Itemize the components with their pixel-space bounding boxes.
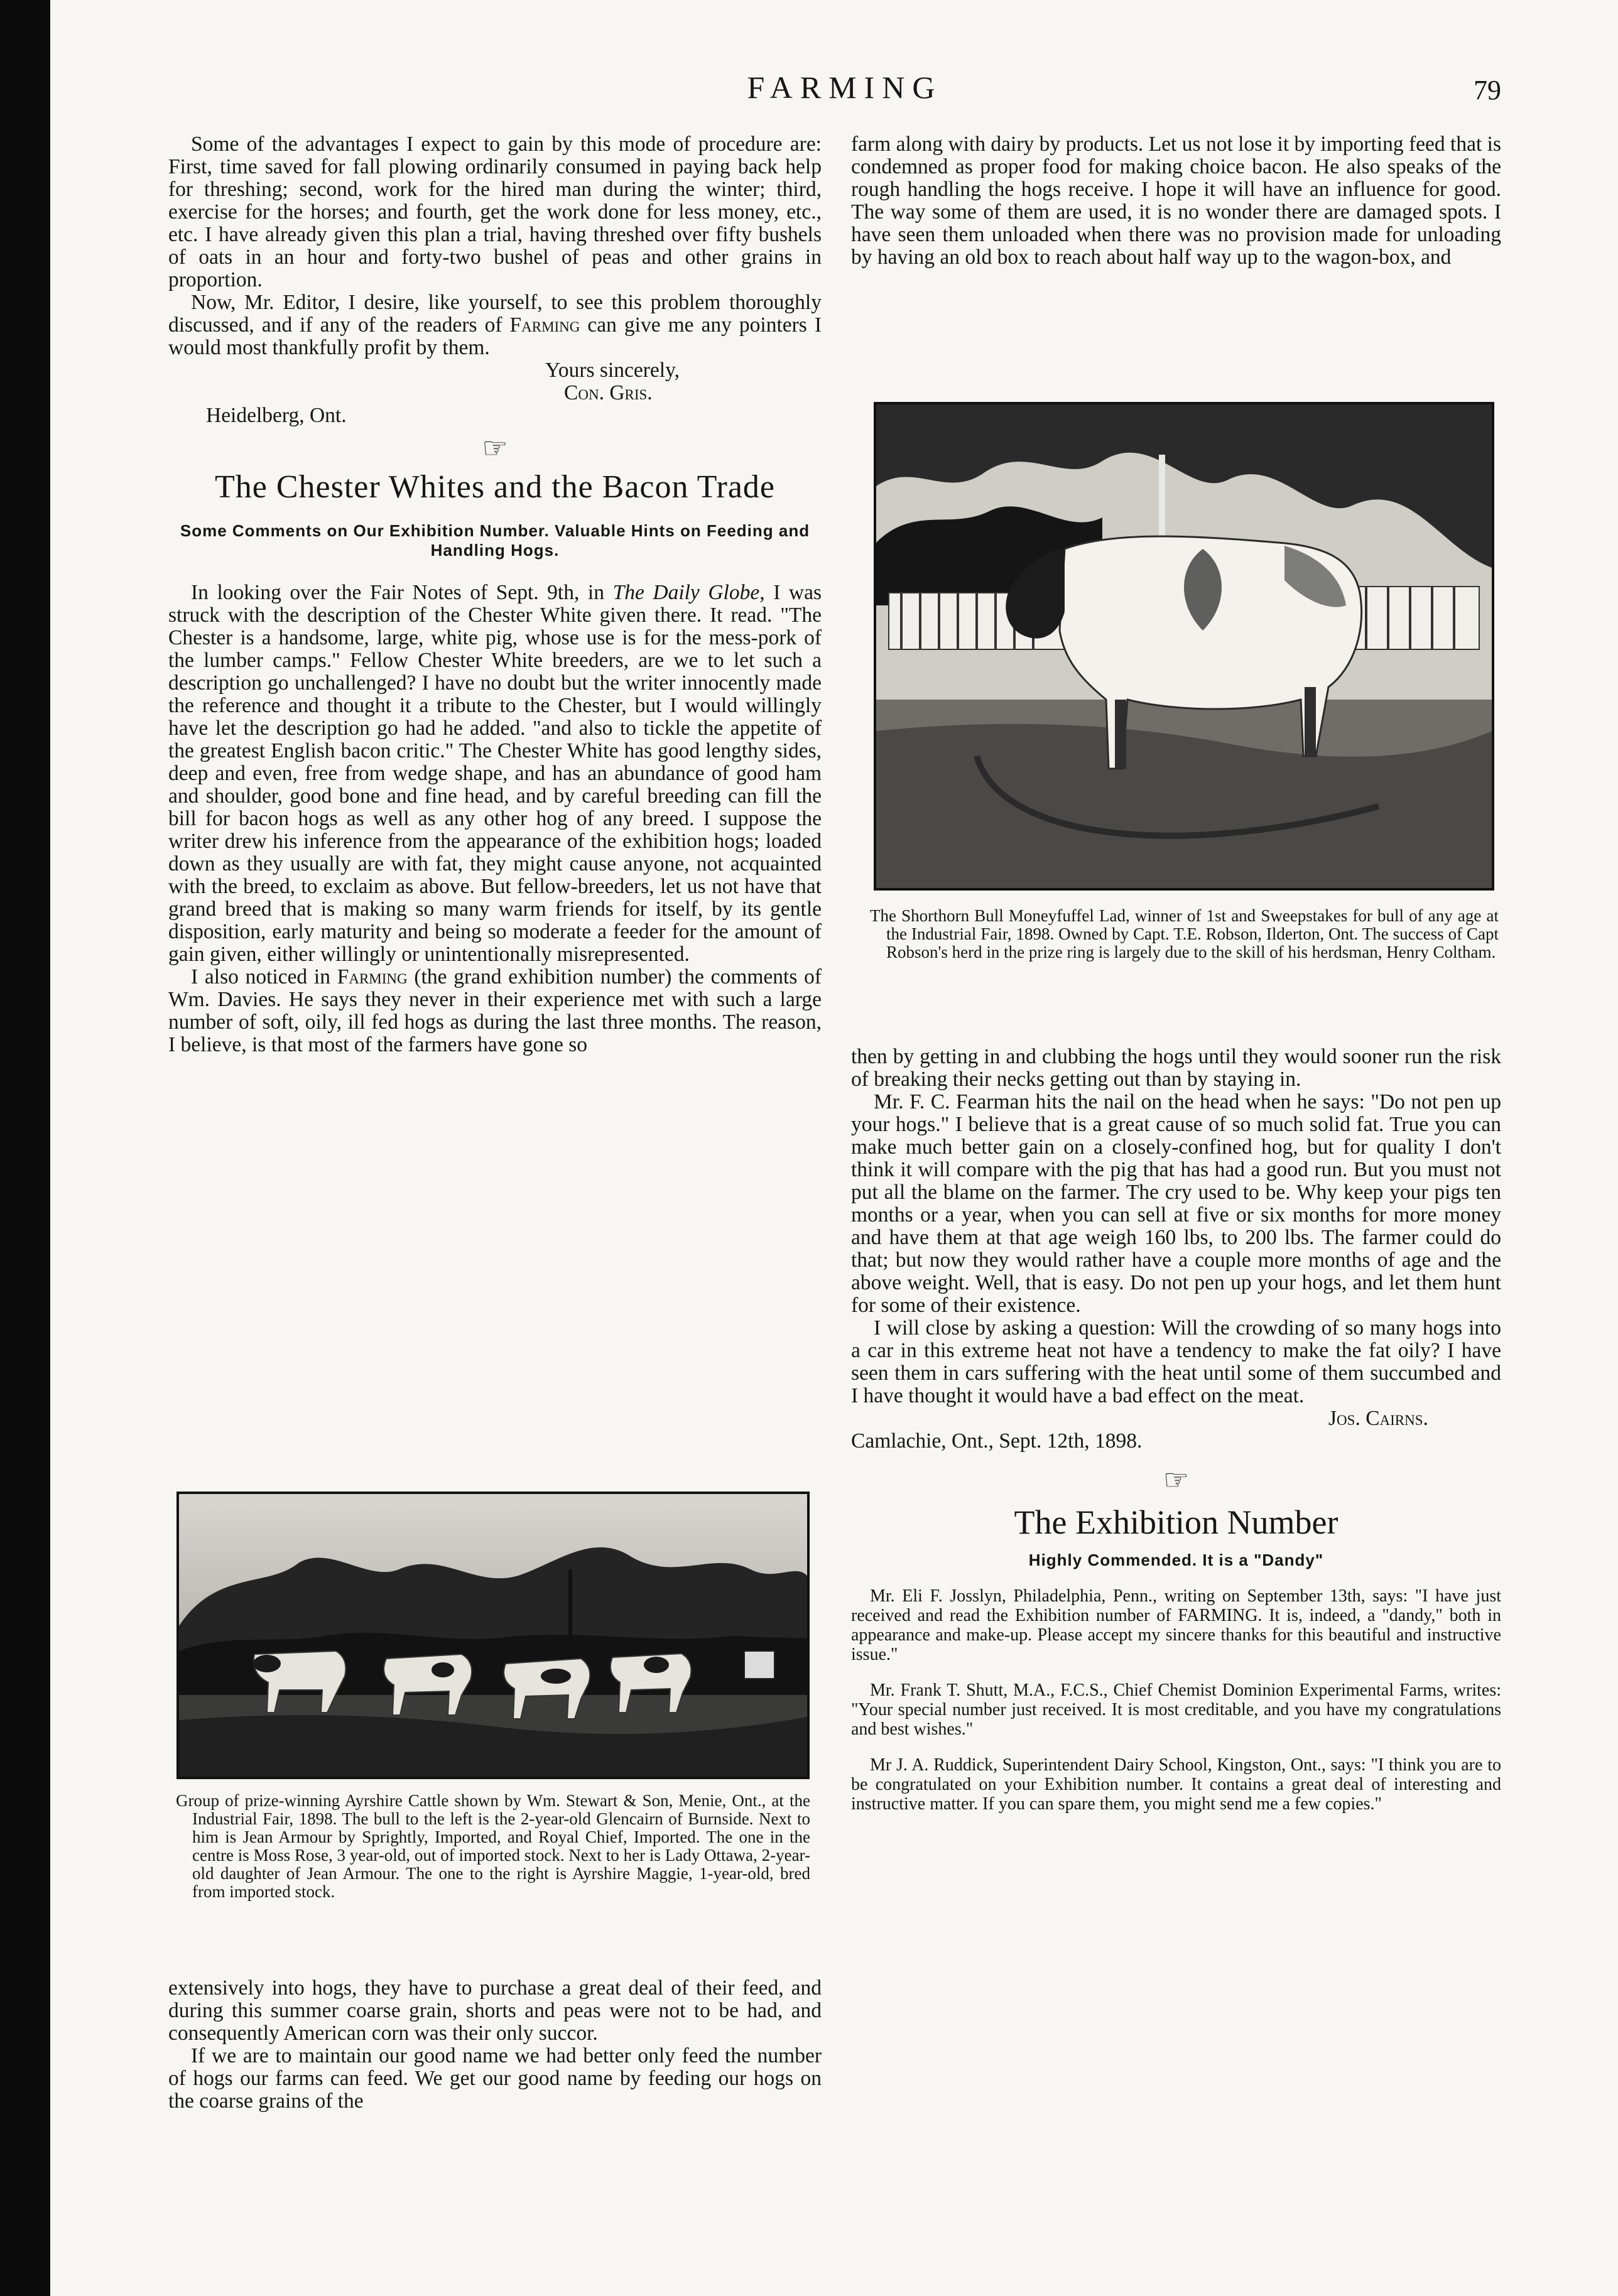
pointing-hand-icon: ☞ [482,432,508,464]
text-run: Now, Mr. Editor, I desire, like yourself, to see this problem thoroughly discussed, and if any of the readers of [168,291,822,337]
paragraph: If we are to maintain our good name we had better only feed the number of hogs our farms can feed. We get our good name by feeding our hogs on the coarse grains of the [168,2044,822,2113]
cattle-figure [176,1492,810,1901]
shorthorn-bull-photo [874,402,1494,891]
paragraph: extensively into hogs, they have to purchase a great deal of their feed, and during this summer coarse grain, shorts and peas were not to be had, and consequently American corn was their only succor. [168,1976,822,2045]
journal-name: Farming [337,965,408,988]
testimonial-letter [851,1755,1501,1814]
article-title: The Chester Whites and the Bacon Trade [215,469,775,505]
testimonial-letter [851,1681,1501,1739]
place-date: Camlachie, Ont., Sept. 12th, 1898. [851,1429,1143,1453]
journal-title: FARMING [747,70,943,105]
paragraph: I will close by asking a question: Will the crowding of so many hogs into a car in this extreme heat not have a tendency to make the fat oily? I have seen them in cars suffering with the heat until some of them succumbed and I have thought it would have a bad effect on the meat. [851,1316,1501,1407]
pointing-hand-icon: ☞ [1163,1464,1190,1496]
testimonial-letter [851,1586,1501,1664]
page-number: 79 [1474,75,1501,106]
paragraph: Some of the advantages I expect to gain by this mode of procedure are: First, time saved for fall plowing ordinarily consumed in paying back help for threshing; second, work for the hired man during the winter; third, exercise for the horses; and fourth, get the work done for less money, etc., etc. I have already given this plan a trial, having threshed over fifty bushels of oats in an hour and forty-two bushel of peas and other grains in proportion. [168,133,822,291]
journal-name: Farming [509,313,580,337]
bull-figure [870,402,1498,961]
text-run: (the grand exhibition number) the comments of Wm. Davies. He says they never in their experience met with such a large number of soft, oily, ill fed hogs as during the last three months. The reason, I believe, is that most of the farmers have gone so [168,965,822,1056]
place: Heidelberg, Ont. [206,404,347,427]
signature: Con. Gris. [564,381,653,404]
letter-text: Mr. Frank T. Shutt, M.A., F.C.S., Chief Chemist Dominion Experimental Farms, writes: "Your special number just received. It is most creditable, and you have my congratulations and best wishes." [851,1681,1501,1739]
left-column-continued [168,1977,822,2113]
section-subtitle: Highly Commended. It is a "Dandy" [1028,1551,1324,1569]
right-column [851,133,1501,269]
newspaper-name: The Daily Globe [612,581,760,604]
page-binding-edge [0,0,50,2296]
paragraph: then by getting in and clubbing the hogs until they would sooner run the risk of breaking their necks getting out than by staying in. [851,1045,1501,1091]
bull-caption: The Shorthorn Bull Moneyfuffel Lad, winner of 1st and Sweepstakes for bull of any age at the Industrial Fair, 1898. Owned by Capt. T.E. Robson, Ilderton, Ont. The success of Capt Robson's herd in the prize ring is largely due to the skill of his herdsman, Henry Coltham. [870,906,1499,961]
cattle-caption: Group of prize-winning Ayrshire Cattle shown by Wm. Stewart & Son, Menie, Ont., at the Industrial Fair, 1898. The bull to the left is the 2-year-old Glencairn of Burnside. Next to him is Jean Armour by Sprightly, Imported, and Royal Chief, Imported. The one in the centre is Moss Rose, 3 year-old, out of imported stock. Next to her is Lady Ottawa, 2-year-old daughter of Jean Armour. The one to the right is Ayrshire Maggie, 1-year-old, bred from imported stock. [176,1791,810,1901]
paragraph: farm along with dairy by products. Let us not lose it by importing feed that is condemned as proper food for making choice bacon. He also speaks of the rough handling the hogs receive. I hope it will have an influence for good. The way some of them are used, it is no wonder there are damaged spots. I have seen them unloaded when there was no provision made for unloading by having an old box to reach about half way up to the wagon-box, and [851,133,1501,269]
left-column [168,133,822,1056]
paragraph [168,291,822,359]
paragraph [168,966,822,1056]
signature: Jos. Cairns. [1328,1407,1428,1430]
article-subtitle: Some Comments on Our Exhibition Number. Valuable Hints on Feeding and Handling Hogs. [180,521,810,560]
letter-text: Mr. Eli F. Josslyn, Philadelphia, Penn., writing on September 13th, says: "I have just received and read the Exhibition number of FARMING. It is, indeed, a "dandy," both in appearance and make-up. Please accept my sincere thanks for this beautiful and instructive issue." [851,1586,1501,1664]
text-run: can give me any pointers I would most thankfully profit by them. [168,313,822,359]
paragraph: Mr. F. C. Fearman hits the nail on the head when he says: "Do not pen up your hogs." I believe that is a great cause of so much solid fat. True you can make much better gain on a closely-confined hog, but for quality I don't think it will compare with the pig that has had a good run. But you must not put all the blame on the farmer. The cry used to be. Why keep your pigs ten months or a year, when you can sell at five or six months for more money and have them at that age weigh 160 lbs, to 200 lbs. The farmer could do that; but now they would rather have a couple more months of age and the above weight. Well, that is easy. Do not pen up your hogs, and let them hunt for some of their existence. [851,1090,1501,1317]
closing: Yours sincerely, [545,359,680,382]
running-header [188,69,1501,113]
ayrshire-cattle-photo [176,1492,810,1779]
right-column-continued [851,1046,1501,1814]
text-run: I also noticed in [191,965,337,988]
text-run: , I was struck with the description of the Chester White given there. It read. "The Chester is a handsome, large, white pig, whose use is for the mess-pork of the lumber camps." Fellow Chester White breeders, are we to let such a description go unchallenged? I have no doubt but the writer innocently made the reference and thought it a tribute to the Chester, but I would willingly have let the description go had he added. "and also to tickle the appetite of the greatest English bacon critic." The Chester White has good lengthy sides, deep and even, free from wedge shape, and has an abundance of good ham and shoulder, good bone and fine head, and by careful breeding can fill the bill for bacon hogs as well as any other hog of any breed. I suppose the writer drew his inference from the appearance of the exhibition hogs; loaded down as they usually are with fat, they might cause anyone, not acquainted with the breed, to exclaim as above. But fellow-breeders, let us not have that grand breed that is making so many warm friends for itself, by its gentle disposition, early maturity and being so moderate a feeder for the amount of gain given, either willingly or unintentionally misrepresented. [168,581,822,966]
section-title: The Exhibition Number [1014,1503,1338,1541]
text-run: In looking over the Fair Notes of Sept. 9th, in [191,581,613,604]
letter-text: Mr J. A. Ruddick, Superintendent Dairy School, Kingston, Ont., says: "I think you are to be congratulated on your Exhibition number. It contains a great deal of interesting and instructive matter. If you can spare them, you might send me a few copies." [851,1755,1501,1814]
paragraph [168,582,822,966]
